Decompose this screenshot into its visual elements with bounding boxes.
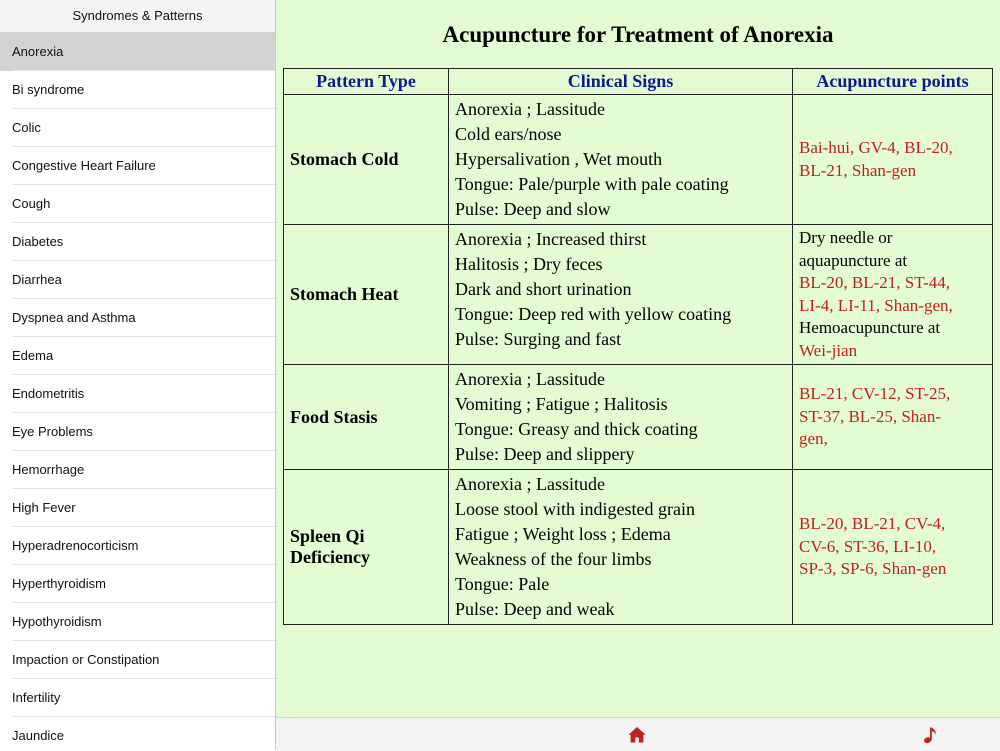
sidebar-item[interactable]: Eye Problems [0, 413, 275, 451]
sidebar-item[interactable]: Edema [0, 337, 275, 375]
acupuncture-point-line: Bai-hui, GV-4, BL-20, [799, 138, 953, 157]
main-content [276, 0, 1000, 717]
acupuncture-point-line: BL-20, BL-21, CV-4, [799, 514, 946, 534]
sidebar-item[interactable]: Cough [0, 185, 275, 223]
clinical-sign: Loose stool with indigested grain [455, 499, 695, 519]
acupuncture-point-line: BL-21, CV-12, ST-25, [799, 384, 951, 404]
sidebar-item[interactable]: Dyspnea and Asthma [0, 299, 275, 337]
sidebar-item[interactable]: Colic [0, 109, 275, 147]
table-row [284, 470, 993, 625]
sidebar-item[interactable]: Diarrhea [0, 261, 275, 299]
acupuncture-points-cell [793, 470, 993, 625]
clinical-sign: Anorexia ; Lassitude [455, 99, 605, 119]
clinical-sign: Hypersalivation , Wet mouth [455, 149, 663, 169]
sidebar-item[interactable]: Hyperadrenocorticism [0, 527, 275, 565]
table-header-row [284, 69, 993, 95]
sidebar-item[interactable]: Hyperthyroidism [0, 565, 275, 603]
header-clinical-signs: Clinical Signs [449, 69, 793, 95]
acupuncture-point-line: ST-37, BL-25, Shan- [799, 406, 941, 426]
acupuncture-point-line: LI-4, LI-11, Shan-gen, [799, 295, 953, 315]
header-acupuncture-points: Acupuncture points [793, 69, 993, 95]
clinical-signs-cell [449, 225, 793, 365]
sidebar-item[interactable]: Hemorrhage [0, 451, 275, 489]
clinical-signs-cell [449, 365, 793, 470]
treatment-table [283, 68, 993, 625]
clinical-sign: Pulse: Deep and slow [455, 199, 611, 219]
clinical-sign: Pulse: Deep and weak [455, 599, 615, 619]
acupuncture-point-line: CV-6, ST-36, LI-10, [799, 536, 937, 556]
acupuncture-point-line: BL-20, BL-21, ST-44, [799, 273, 950, 292]
clinical-sign: Tongue: Pale/purple with pale coating [455, 174, 729, 194]
acupuncture-points-cell [793, 225, 993, 365]
pattern-type-cell: Spleen Qi Deficiency [284, 470, 449, 625]
sidebar-item[interactable]: High Fever [0, 489, 275, 527]
clinical-sign: Halitosis ; Dry feces [455, 254, 603, 274]
pattern-type-cell: Stomach Heat [284, 225, 449, 365]
sidebar-item[interactable]: Diabetes [0, 223, 275, 261]
home-icon [627, 725, 647, 745]
acupuncture-points-cell [793, 95, 993, 225]
sidebar-item[interactable]: Impaction or Constipation [0, 641, 275, 679]
sidebar-item[interactable]: Endometritis [0, 375, 275, 413]
clinical-sign: Dark and short urination [455, 279, 632, 299]
acupuncture-point-line: aquapuncture at [799, 250, 908, 270]
sidebar-title: Syndromes & Patterns [0, 0, 275, 33]
clinical-sign: Weakness of the four limbs [455, 549, 652, 569]
acupuncture-point-line: Wei-jian [799, 340, 858, 360]
clinical-sign: Anorexia ; Lassitude [455, 369, 605, 389]
clinical-sign: Anorexia ; Lassitude [455, 474, 605, 494]
clinical-sign: Pulse: Surging and fast [455, 329, 622, 349]
pattern-type-cell: Food Stasis [284, 365, 449, 470]
sidebar-item[interactable]: Bi syndrome [0, 71, 275, 109]
music-note-icon [920, 725, 940, 745]
acupuncture-points-cell [793, 365, 993, 470]
music-button[interactable] [920, 725, 940, 745]
table-row [284, 365, 993, 470]
sidebar-item[interactable]: Infertility [0, 679, 275, 717]
table-row [284, 95, 993, 225]
clinical-sign: Vomiting ; Fatigue ; Halitosis [455, 394, 668, 414]
sidebar-item[interactable]: Jaundice [0, 717, 275, 750]
table-row [284, 225, 993, 365]
acupuncture-point-line: Dry needle or [799, 228, 893, 247]
header-pattern-type: Pattern Type [284, 69, 449, 95]
clinical-signs-cell [449, 470, 793, 625]
clinical-sign: Fatigue ; Weight loss ; Edema [455, 524, 671, 544]
pattern-type-cell: Stomach Cold [284, 95, 449, 225]
acupuncture-point-line: gen, [799, 429, 828, 449]
page-title: Acupuncture for Treatment of Anorexia [442, 22, 834, 47]
acupuncture-point-line: SP-3, SP-6, Shan-gen [799, 559, 947, 579]
table-body [284, 95, 993, 625]
clinical-sign: Tongue: Greasy and thick coating [455, 419, 698, 439]
sidebar [0, 0, 276, 750]
sidebar-item[interactable]: Anorexia [0, 33, 275, 71]
clinical-sign: Tongue: Pale [455, 574, 550, 594]
acupuncture-point-line: BL-21, Shan-gen [799, 160, 917, 180]
bottom-toolbar [276, 717, 1000, 751]
clinical-sign: Cold ears/nose [455, 124, 562, 144]
sidebar-list [0, 33, 275, 750]
home-button[interactable] [627, 725, 647, 745]
sidebar-item[interactable]: Congestive Heart Failure [0, 147, 275, 185]
clinical-sign: Pulse: Deep and slippery [455, 444, 635, 464]
clinical-sign: Tongue: Deep red with yellow coating [455, 304, 732, 324]
sidebar-item[interactable]: Hypothyroidism [0, 603, 275, 641]
clinical-sign: Anorexia ; Increased thirst [455, 229, 647, 249]
clinical-signs-cell [449, 95, 793, 225]
acupuncture-point-line: Hemoacupuncture at [799, 318, 941, 337]
